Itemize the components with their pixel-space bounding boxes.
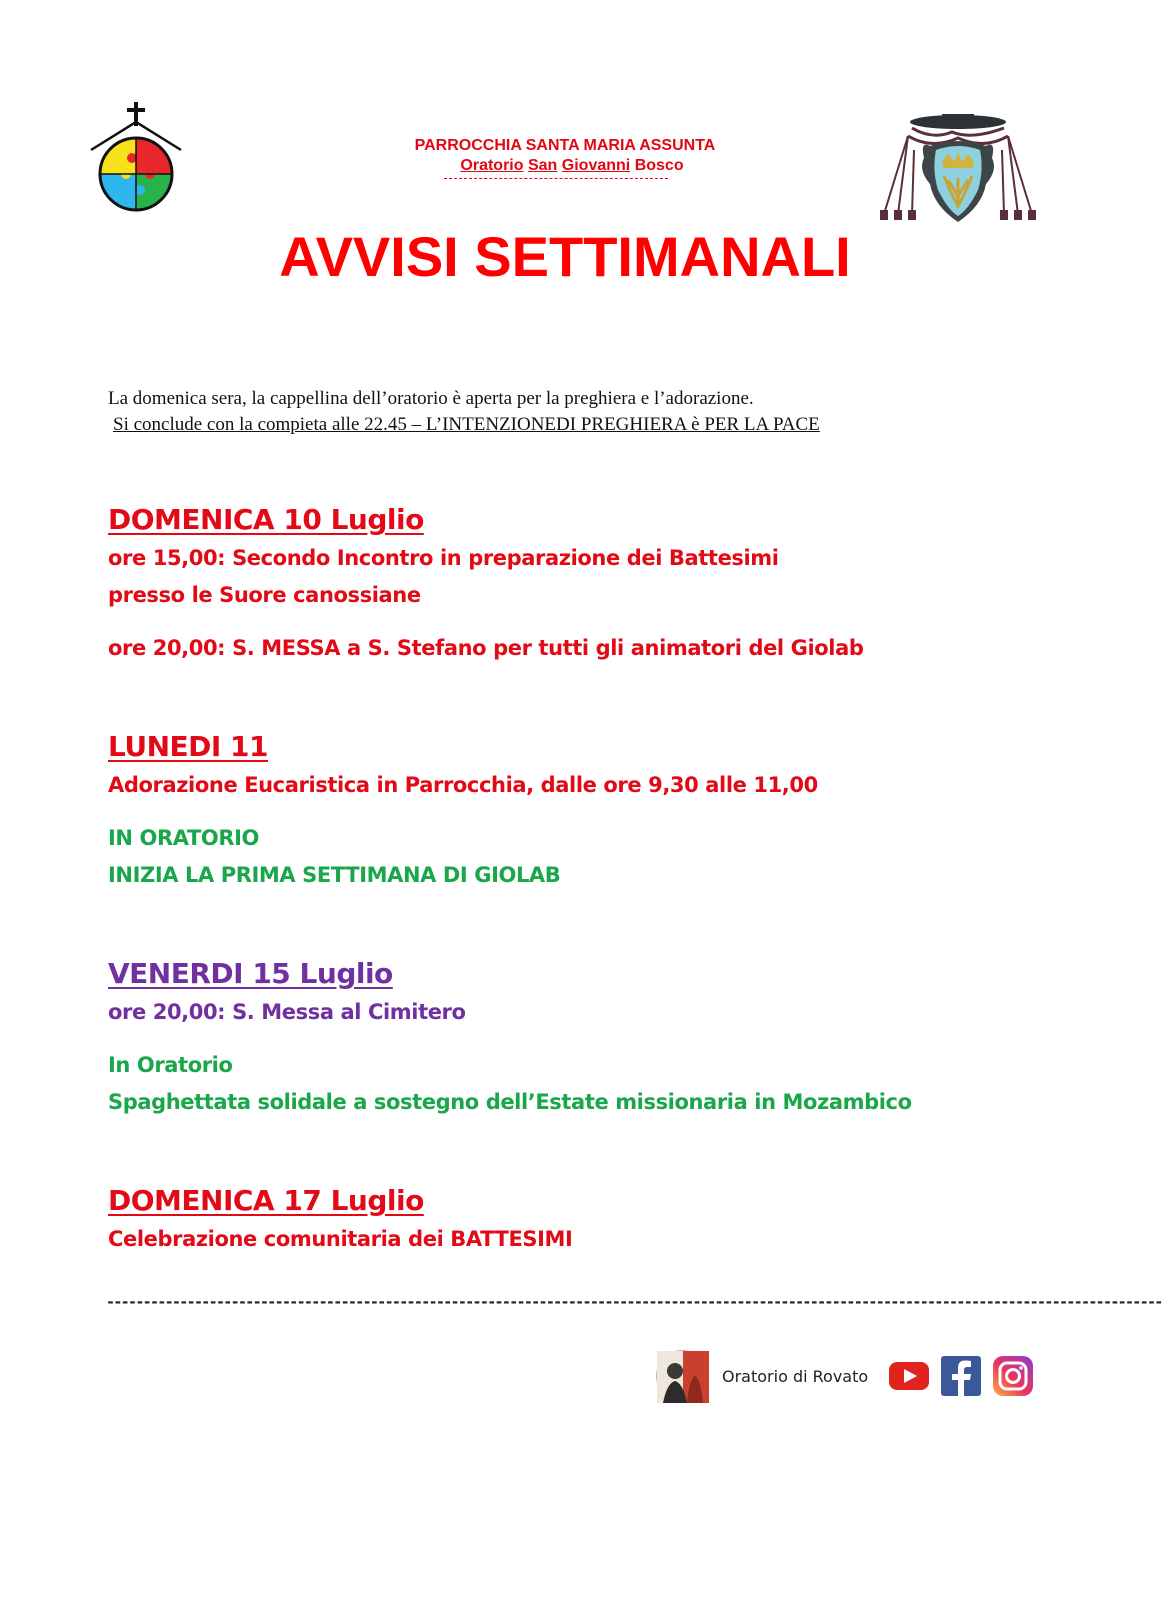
notice-section-lunedi-11 bbox=[108, 727, 1028, 894]
intro-line: La domenica sera, la cappellina dell’oratorio è aperta per la preghiera e l’adorazione. bbox=[108, 388, 754, 409]
section-line: ore 20,00: S. MESSA a S. Stefano per tutti gli animatori del Giolab bbox=[108, 636, 864, 660]
notice-section-domenica-10 bbox=[108, 500, 1028, 667]
notice-section-domenica-17 bbox=[108, 1181, 1028, 1258]
church-puzzle-logo-icon bbox=[88, 100, 184, 216]
instagram-icon[interactable] bbox=[992, 1355, 1034, 1397]
avatar-photo-icon bbox=[656, 1350, 708, 1402]
episcopal-coat-of-arms-icon bbox=[872, 110, 1042, 228]
section-line: IN ORATORIO bbox=[108, 826, 259, 850]
youtube-icon[interactable] bbox=[888, 1355, 930, 1397]
section-line: In Oratorio bbox=[108, 1053, 233, 1077]
parish-header bbox=[300, 136, 830, 176]
section-line: Adorazione Eucaristica in Parrocchia, dalle ore 9,30 alle 11,00 bbox=[108, 773, 818, 797]
intro-line-underlined: Si conclude con la compieta alle 22.45 – L’INTENZIONEDI PREGHIERA è PER LA PACE bbox=[113, 414, 820, 435]
oratory-word: Bosco bbox=[634, 157, 684, 174]
section-heading: DOMENICA 17 Luglio bbox=[108, 1184, 424, 1217]
dashed-divider: ------------------------------------------------------------------------------------------------------------------------------------------------ bbox=[106, 1293, 1162, 1311]
oratory-name bbox=[300, 156, 830, 176]
oratory-word: Giovanni bbox=[561, 157, 631, 174]
section-heading: DOMENICA 10 Luglio bbox=[108, 503, 424, 536]
intro-paragraph bbox=[108, 386, 988, 438]
section-line: ore 15,00: Secondo Incontro in preparazione dei Battesimi bbox=[108, 546, 779, 570]
oratory-word: Oratorio bbox=[460, 157, 524, 174]
header-dashed-rule bbox=[444, 178, 668, 183]
parish-name: PARROCCHIA SANTA MARIA ASSUNTA bbox=[414, 137, 716, 154]
social-footer bbox=[656, 1350, 1034, 1402]
section-line: ore 20,00: S. Messa al Cimitero bbox=[108, 1000, 466, 1024]
notice-section-venerdi-15 bbox=[108, 954, 1028, 1121]
facebook-icon[interactable] bbox=[940, 1355, 982, 1397]
oratory-word: San bbox=[527, 157, 558, 174]
section-line: Spaghettata solidale a sostegno dell’Estate missionaria in Mozambico bbox=[108, 1090, 912, 1114]
section-heading: LUNEDI 11 bbox=[108, 730, 269, 763]
page-title: AVVISI SETTIMANALI bbox=[279, 225, 851, 288]
section-line: INIZIA LA PRIMA SETTIMANA DI GIOLAB bbox=[108, 863, 561, 887]
section-line: presso le Suore canossiane bbox=[108, 583, 421, 607]
section-heading: VENERDI 15 Luglio bbox=[108, 957, 393, 990]
section-line: Celebrazione comunitaria dei BATTESIMI bbox=[108, 1227, 573, 1251]
footer-label: Oratorio di Rovato bbox=[722, 1366, 869, 1386]
